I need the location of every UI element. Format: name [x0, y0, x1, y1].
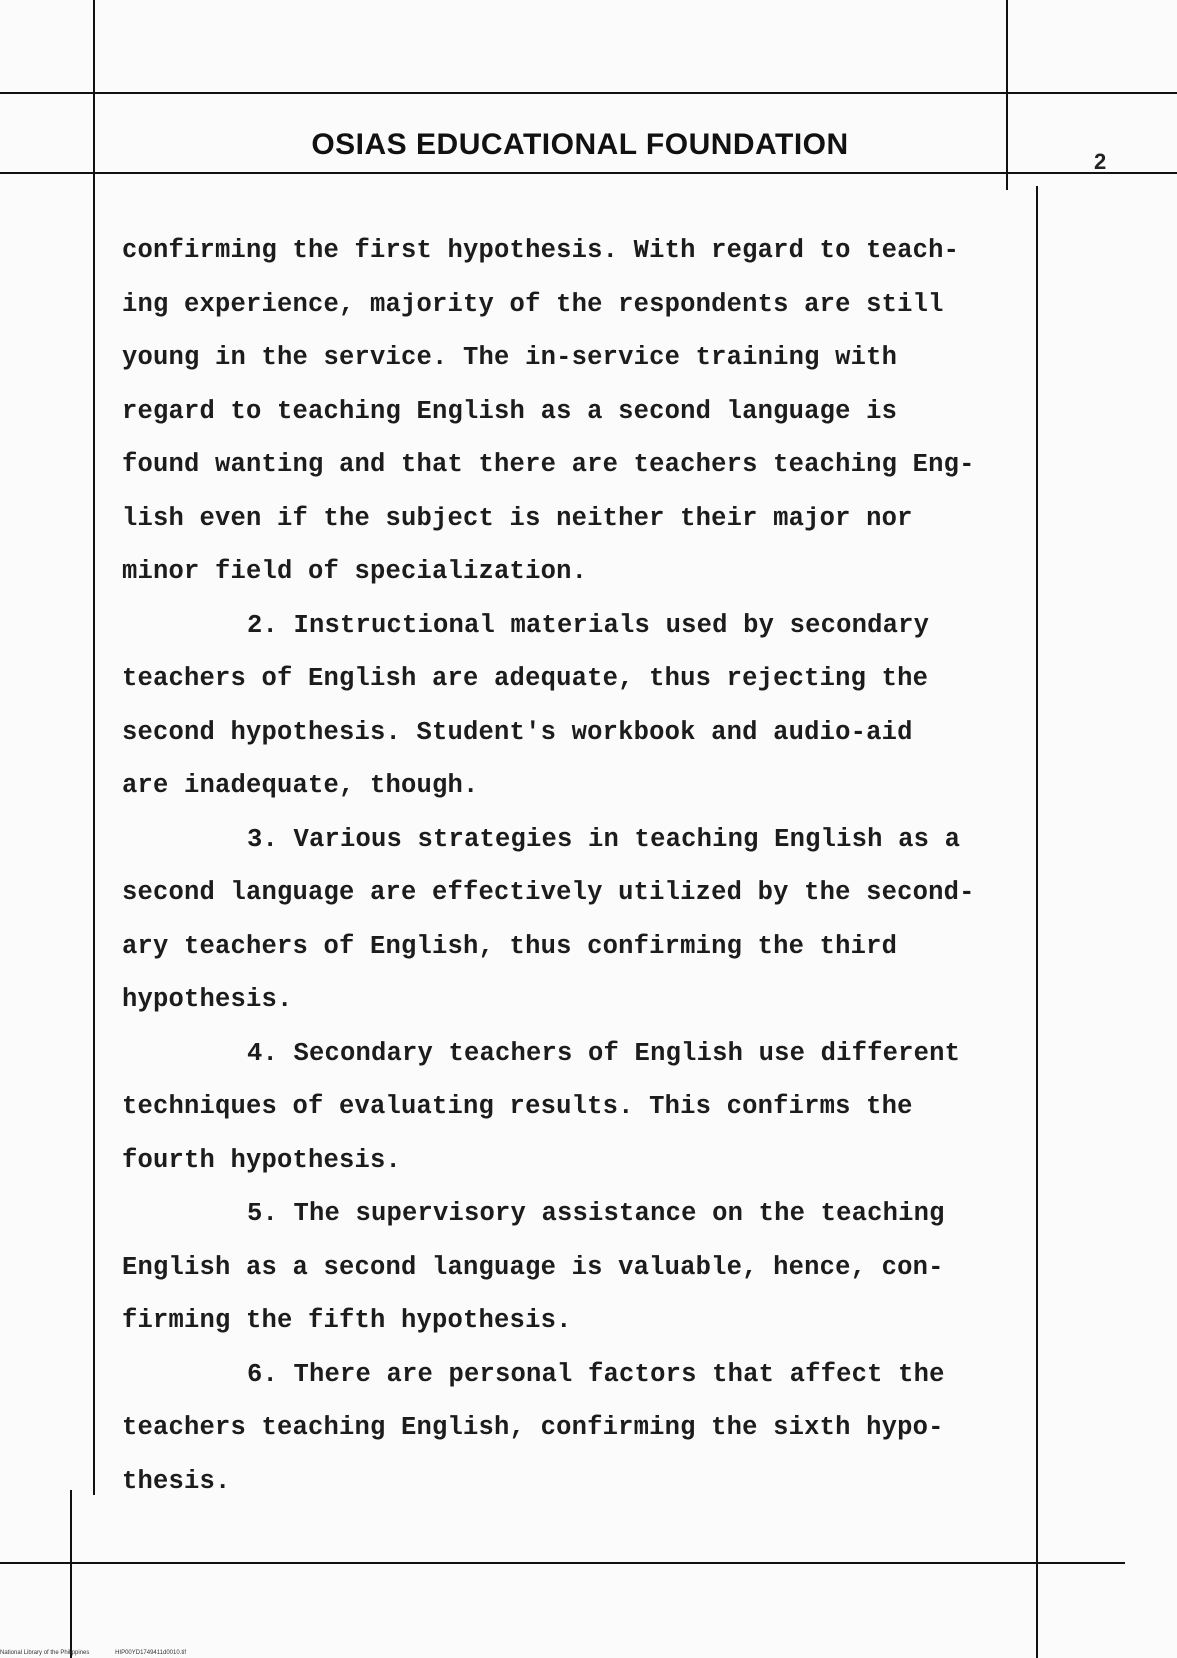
paragraph-5: 5. The supervisory assistance on the teaching English as a second language is valuable, hence, con- firming the fifth hypothesis. — [122, 1199, 945, 1335]
file-id: HIP00YD1749411d0010.tif — [115, 1650, 187, 1656]
bottom-rule — [0, 1562, 1125, 1564]
paragraph-3: 3. Various strategies in teaching English as a second language are effectively utilized by the second- ary teachers of English, thus confirming the third hypothesis. — [122, 824, 975, 1014]
scan-footer — [0, 1650, 210, 1656]
paragraph-2: 2. Instructional materials used by secondary teachers of English are adequate, thus rejecting the second hypothesis. Student's workbook and audio-aid are inadequate, though. — [122, 610, 930, 800]
top-rule — [0, 92, 1177, 94]
body-text — [122, 224, 1042, 1508]
page-title: OSIAS EDUCATIONAL FOUNDATION — [311, 128, 849, 161]
header-rule — [0, 172, 1177, 174]
paragraph-4: 4. Secondary teachers of English use different techniques of evaluating results. This confirms the fourth hypothesis. — [122, 1038, 961, 1175]
paragraph-1: confirming the first hypothesis. With regard to teach- ing experience, majority of the respondents are still young in the service. The in-service training with regard to teaching English as a second language is found wanting and that there are teachers teaching Eng- lish even if the subject is neither their major nor minor field of specialization. — [122, 236, 975, 586]
left-margin-rule-lower — [70, 1490, 72, 1658]
page-number: 2 — [1094, 149, 1107, 174]
library-credit: National Library of the Philippines — [0, 1650, 90, 1656]
paragraph-6: 6. There are personal factors that affect the teachers teaching English, confirming the sixth hypo- thesis. — [122, 1359, 945, 1496]
left-margin-rule — [93, 0, 95, 1495]
